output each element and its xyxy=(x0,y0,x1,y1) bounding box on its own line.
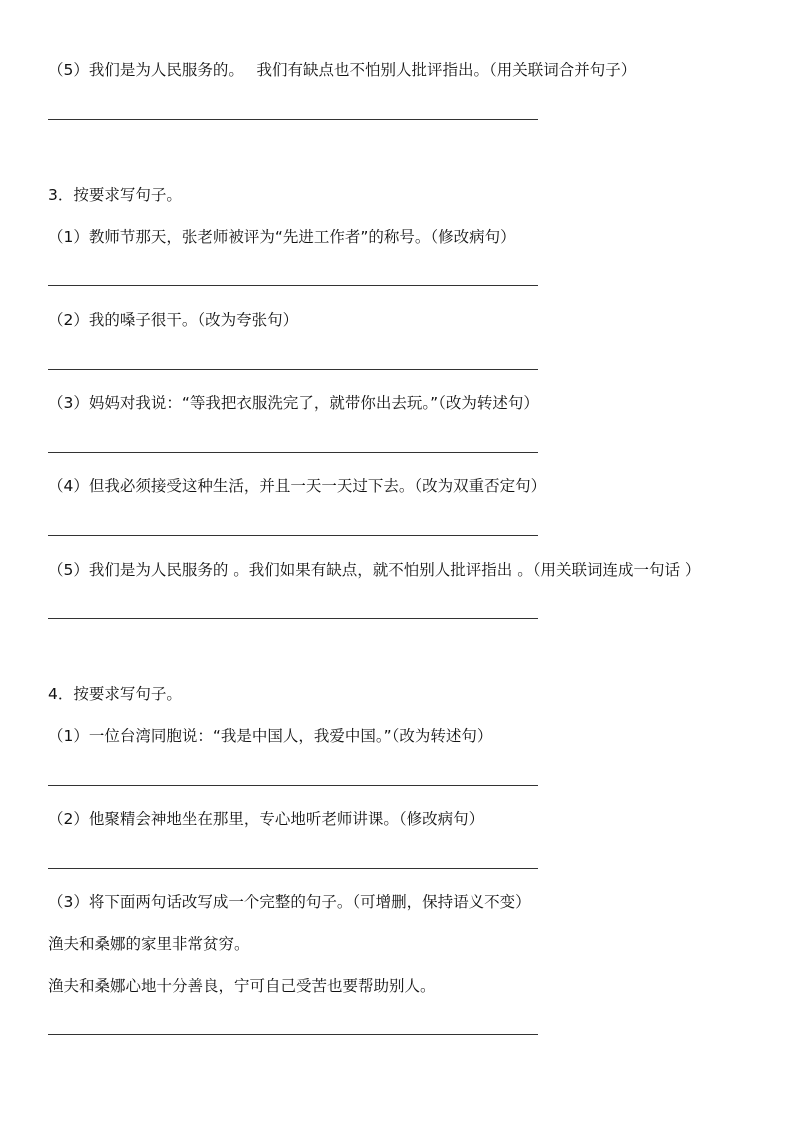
answer-line[interactable] xyxy=(48,1034,538,1035)
answer-line[interactable] xyxy=(48,868,538,869)
section-3-heading: 3．按要求写句子。 xyxy=(48,186,182,204)
section-4-question-2: （2）他聚精会神地坐在那里，专心地听老师讲课。（修改病句） xyxy=(48,810,485,828)
section-3-question-3: （3）妈妈对我说：“等我把衣服洗完了，就带你出去玩。”（改为转述句） xyxy=(48,394,539,412)
question-5-prev: （5）我们是为人民服务的。 我们有缺点也不怕别人批评指出。（用关联词合并句子） xyxy=(48,61,637,79)
section-3-question-5: （5）我们是为人民服务的 。我们如果有缺点，就不怕别人批评指出 。（用关联词连成一句话 ） xyxy=(48,561,701,579)
answer-line[interactable] xyxy=(48,452,538,453)
answer-line[interactable] xyxy=(48,535,538,536)
answer-line[interactable] xyxy=(48,369,538,370)
section-4-question-3-sentence-2: 渔夫和桑娜心地十分善良，宁可自己受苦也要帮助别人。 xyxy=(48,977,436,995)
answer-line[interactable] xyxy=(48,285,538,286)
section-4-question-3: （3）将下面两句话改写成一个完整的句子。（可增删，保持语义不变） xyxy=(48,893,531,911)
answer-line[interactable] xyxy=(48,785,538,786)
answer-line[interactable] xyxy=(48,119,538,120)
section-4-question-1: （1）一位台湾同胞说：“我是中国人，我爱中国。”（改为转述句） xyxy=(48,727,493,745)
section-3-question-1: （1）教师节那天，张老师被评为“先进工作者”的称号。（修改病句） xyxy=(48,228,516,246)
answer-line[interactable] xyxy=(48,618,538,619)
section-4-question-3-sentence-1: 渔夫和桑娜的家里非常贫穷。 xyxy=(48,935,250,953)
section-3-question-4: （4）但我必须接受这种生活，并且一天一天过下去。（改为双重否定句） xyxy=(48,477,547,495)
section-4-heading: 4．按要求写句子。 xyxy=(48,685,182,703)
section-3-question-2: （2）我的嗓子很干。（改为夸张句） xyxy=(48,311,299,329)
